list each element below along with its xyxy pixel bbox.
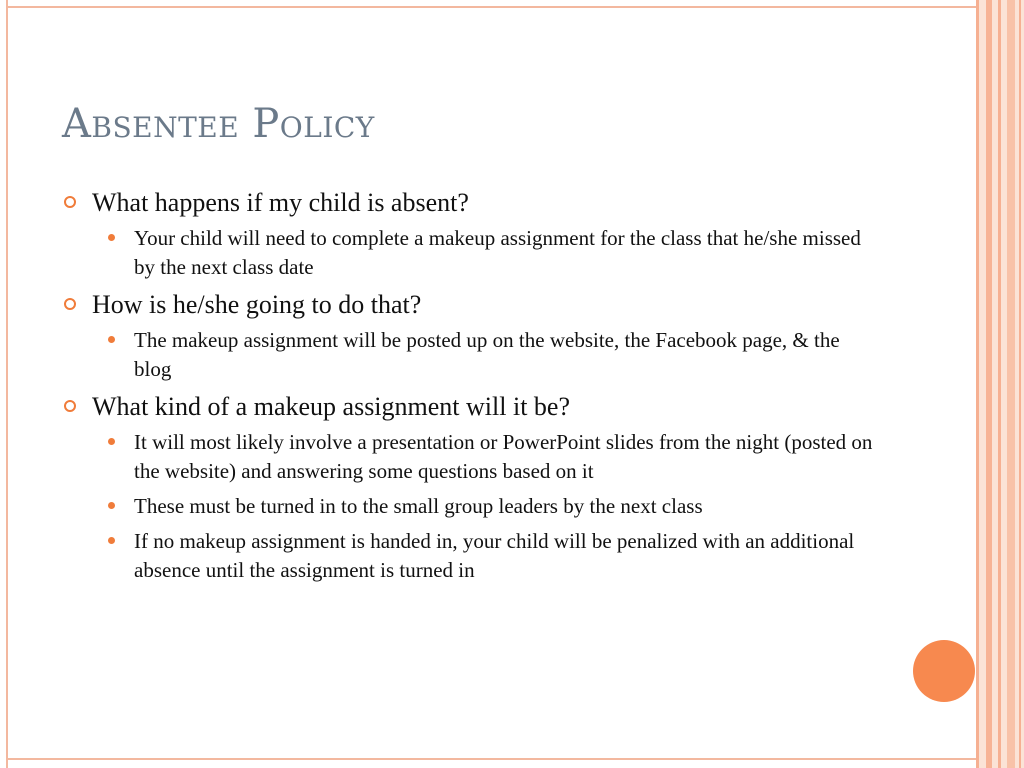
decorative-circle — [913, 640, 975, 702]
sub-bullet-item — [64, 527, 874, 585]
frame-top-border — [6, 6, 978, 8]
sub-bullet-text: If no makeup assignment is handed in, your child will be penalized with an additional absence until the assignment is turned in — [134, 529, 855, 582]
sub-bullet-item — [64, 224, 874, 282]
sub-bullet-text: It will most likely involve a presentation or PowerPoint slides from the night (posted on the website) and answering some questions based on it — [134, 430, 873, 483]
ring-bullet-icon — [64, 196, 76, 208]
sub-bullet-text: The makeup assignment will be posted up on the website, the Facebook page, & the blog — [134, 328, 840, 381]
frame-bottom-border — [6, 758, 978, 760]
dot-bullet-icon — [108, 336, 115, 343]
sub-bullet-text: These must be turned in to the small group leaders by the next class — [134, 494, 703, 518]
bullet-text: What happens if my child is absent? — [92, 188, 469, 217]
bullet-item — [64, 390, 874, 424]
slide-body — [64, 184, 874, 591]
dot-bullet-icon — [108, 502, 115, 509]
decorative-stripe — [998, 0, 1001, 768]
sub-bullet-item — [64, 326, 874, 384]
bullet-text: How is he/she going to do that? — [92, 290, 422, 319]
bullet-item — [64, 186, 874, 220]
decorative-stripe — [976, 0, 979, 768]
ring-bullet-icon — [64, 400, 76, 412]
decorative-stripe — [986, 0, 992, 768]
ring-bullet-icon — [64, 298, 76, 310]
bullet-text: What kind of a makeup assignment will it be? — [92, 392, 570, 421]
slide-title: Absentee Policy — [62, 101, 375, 147]
sub-bullet-item — [64, 492, 874, 521]
dot-bullet-icon — [108, 234, 115, 241]
dot-bullet-icon — [108, 438, 115, 445]
sub-bullet-item — [64, 428, 874, 486]
decorative-stripe — [1007, 0, 1015, 768]
bullet-item — [64, 288, 874, 322]
dot-bullet-icon — [108, 537, 115, 544]
decorative-stripe — [1019, 0, 1021, 768]
sub-bullet-text: Your child will need to complete a makeup assignment for the class that he/she missed by the next class date — [134, 226, 861, 279]
frame-left-border — [6, 0, 8, 768]
